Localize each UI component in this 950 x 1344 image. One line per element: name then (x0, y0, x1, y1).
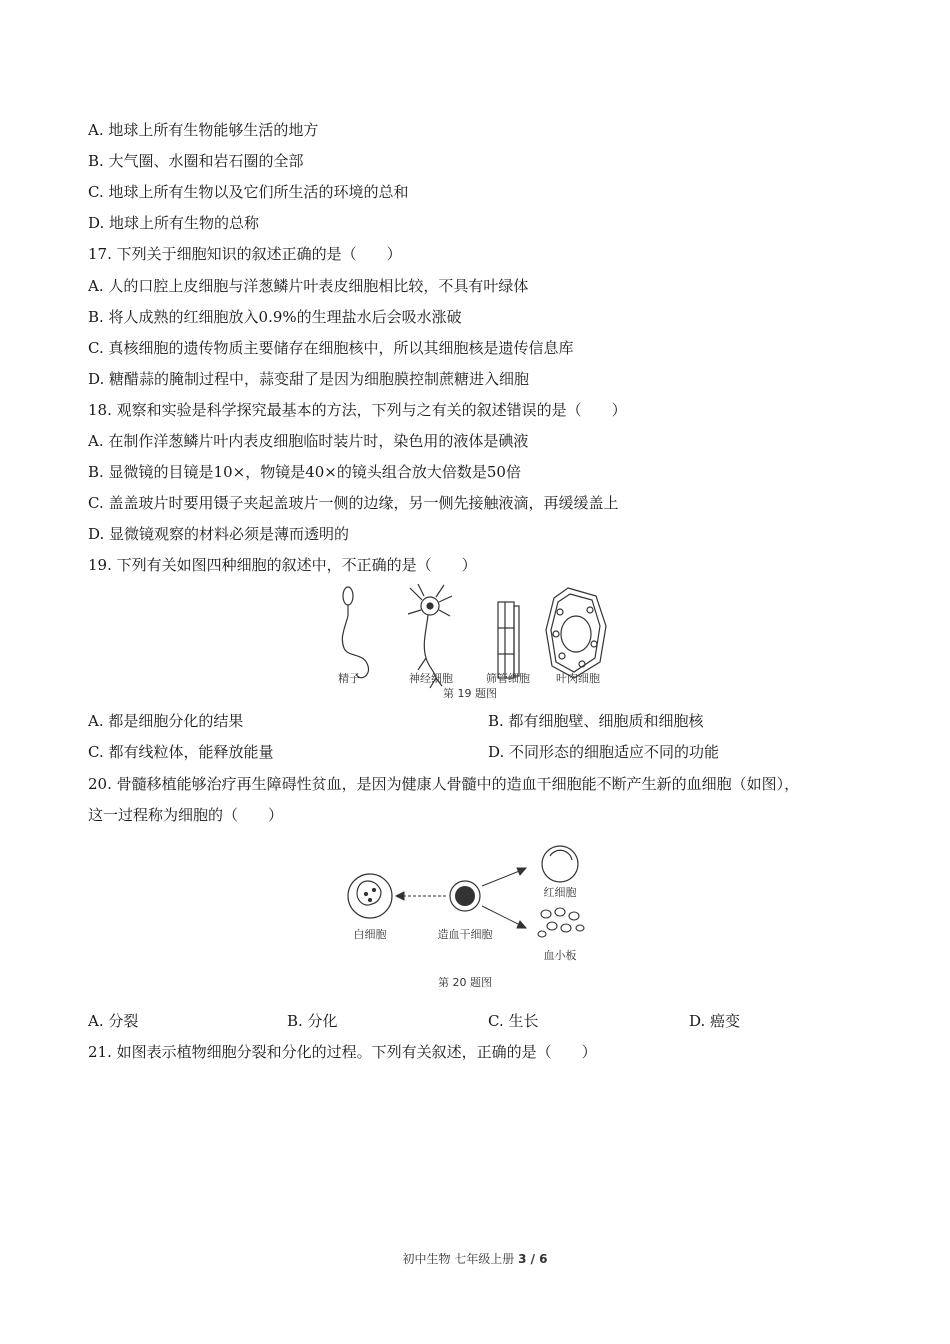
label-sieve-tube-cell: 筛管细胞 (486, 672, 530, 685)
stem-cell-illustration (450, 881, 480, 911)
q19-figure-caption: 第 19 题图 (443, 687, 497, 700)
q16-option-a: A. 地球上所有生物能够生活的地方 (88, 121, 319, 139)
red-blood-cell-illustration (542, 846, 578, 882)
q19-option-d: D. 不同形态的细胞适应不同的功能 (488, 743, 720, 761)
q18-option-d: D. 显微镜观察的材料必须是薄而透明的 (88, 525, 350, 543)
sieve-tube-illustration (498, 602, 519, 678)
label-mesophyll-cell: 叶肉细胞 (556, 672, 600, 685)
q18-option-c: C. 盖盖玻片时要用镊子夹起盖玻片一侧的边缘，另一侧先接触液滴，再缓缓盖上 (88, 494, 619, 512)
mesophyll-cell-illustration (546, 588, 606, 678)
page-number: 3 / 6 (518, 1252, 548, 1266)
q18-stem: 18. 观察和实验是科学探究最基本的方法，下列与之有关的叙述错误的是（ ） (88, 401, 627, 419)
white-blood-cell-illustration (348, 874, 392, 918)
q18-option-b: B. 显微镜的目镜是10×，物镜是40×的镜头组合放大倍数是50倍 (88, 463, 521, 481)
q21-stem: 21. 如图表示植物细胞分裂和分化的过程。下列有关叙述，正确的是（ ） (88, 1043, 597, 1061)
q17-option-c: C. 真核细胞的遗传物质主要储存在细胞核中，所以其细胞核是遗传信息库 (88, 339, 574, 357)
q20-stem-line2: 这一过程称为细胞的（ ） (88, 806, 284, 824)
q20-option-d: D. 癌变 (689, 1012, 741, 1030)
q19-figure (330, 582, 620, 704)
sperm-cell-illustration (342, 587, 368, 678)
q20-figure-caption: 第 20 题图 (438, 976, 492, 989)
q20-figure (340, 838, 610, 996)
q18-option-a: A. 在制作洋葱鳞片叶内表皮细胞临时装片时，染色用的液体是碘液 (88, 432, 529, 450)
q17-option-d: D. 糖醋蒜的腌制过程中，蒜变甜了是因为细胞膜控制蔗糖进入细胞 (88, 370, 530, 388)
label-stem-cell: 造血干细胞 (437, 928, 493, 941)
q20-option-b: B. 分化 (287, 1012, 338, 1030)
q20-stem-line1: 20. 骨髓移植能够治疗再生障碍性贫血，是因为健康人骨髓中的造血干细胞能不断产生新的血细胞（如图）， (88, 775, 800, 793)
label-sperm: 精子 (338, 672, 360, 685)
q16-option-d: D. 地球上所有生物的总称 (88, 214, 260, 232)
q19-stem: 19. 下列有关如图四种细胞的叙述中，不正确的是（ ） (88, 556, 477, 574)
page-footer (0, 1250, 950, 1267)
q19-option-c: C. 都有线粒体，能释放能量 (88, 743, 274, 761)
q17-option-a: A. 人的口腔上皮细胞与洋葱鳞片叶表皮细胞相比较，不具有叶绿体 (88, 277, 529, 295)
q16-option-c: C. 地球上所有生物以及它们所生活的环境的总和 (88, 183, 409, 201)
q20-option-a: A. 分裂 (88, 1012, 139, 1030)
label-nerve-cell: 神经细胞 (409, 672, 453, 685)
q20-option-c: C. 生长 (488, 1012, 539, 1030)
q19-option-b: B. 都有细胞壁、细胞质和细胞核 (488, 712, 704, 730)
label-white-blood-cell: 白细胞 (353, 928, 387, 941)
footer-text: 初中生物 七年级上册 (402, 1252, 519, 1266)
q16-option-b: B. 大气圈、水圈和岩石圈的全部 (88, 152, 304, 170)
label-platelet: 血小板 (543, 949, 577, 962)
q17-stem: 17. 下列关于细胞知识的叙述正确的是（ ） (88, 245, 402, 263)
label-red-blood-cell: 红细胞 (543, 886, 577, 899)
platelets-illustration (538, 908, 584, 937)
q19-option-a: A. 都是细胞分化的结果 (88, 712, 244, 730)
q17-option-b: B. 将人成熟的红细胞放入0.9%的生理盐水后会吸水涨破 (88, 308, 462, 326)
